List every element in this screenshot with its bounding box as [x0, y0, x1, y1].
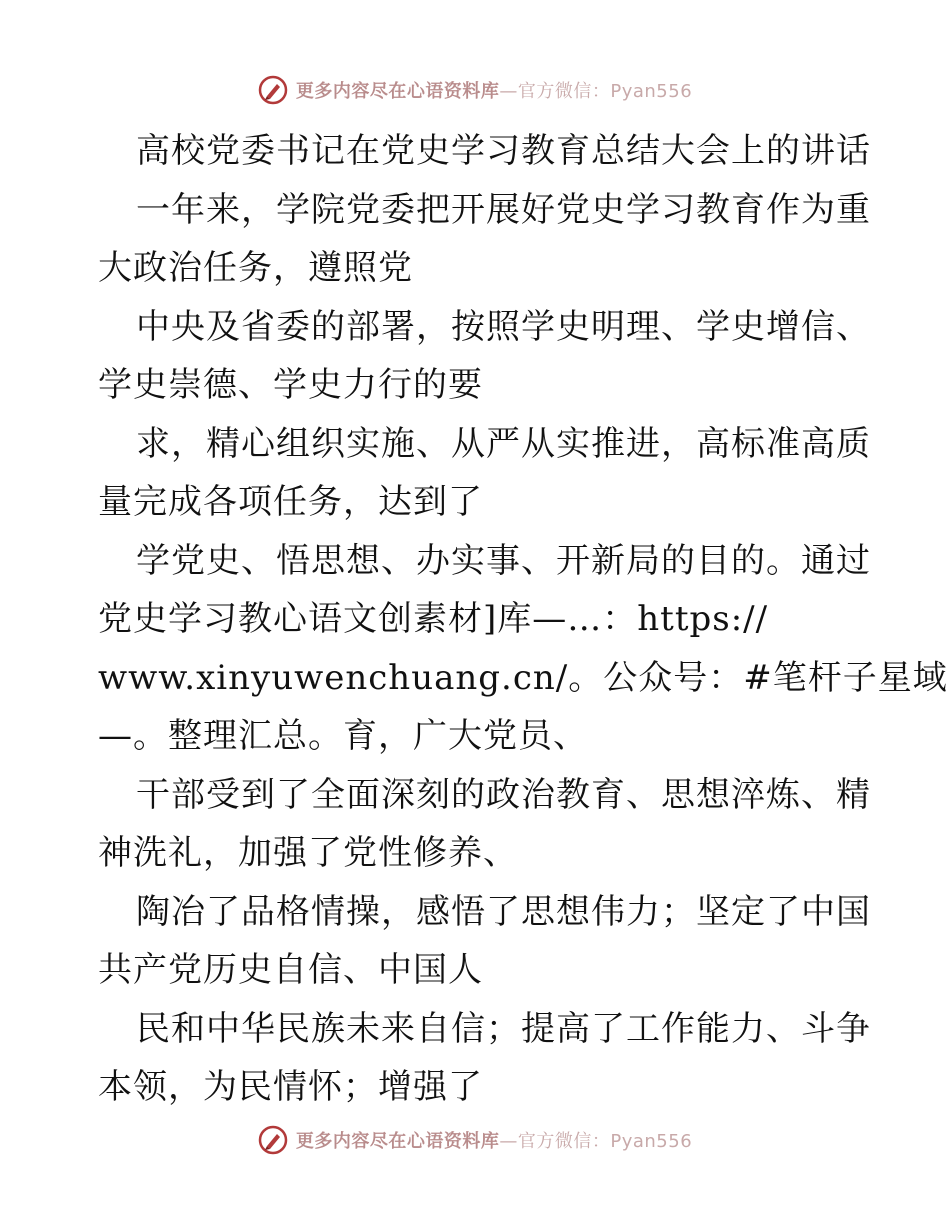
- header-banner-strong: 更多内容尽在心语资料库: [295, 81, 500, 102]
- paragraph-line: 求，精心组织实施、从严从实推进，高标准高质: [136, 423, 871, 464]
- paragraph-line: 学史崇德、学史力行的要: [98, 365, 483, 405]
- paragraph-line: 本领，为民情怀；增强了: [98, 1067, 483, 1107]
- header-banner-text: [296, 77, 692, 103]
- paragraph-line: 干部受到了全面深刻的政治教育、思想淬炼、精: [136, 774, 871, 815]
- footer-banner: [0, 1120, 950, 1160]
- footer-banner-rest: —官方微信：Pyan556: [499, 1131, 693, 1152]
- footer-banner-strong: 更多内容尽在心语资料库: [295, 1131, 500, 1152]
- paragraph-line: 共产党历史自信、中国人: [98, 950, 483, 990]
- document-body: [98, 122, 948, 1117]
- paragraph-line: 党史学习教心语文创素材]库—…：https://: [98, 599, 769, 639]
- paragraph-line: —。整理汇总。育，广大党员、: [98, 716, 588, 756]
- paragraph-line: 神洗礼，加强了党性修养、: [98, 833, 518, 873]
- paragraph-line: 一年来，学院党委把开展好党史学习教育作为重: [136, 189, 871, 230]
- paragraph-line: 量完成各项任务，达到了: [98, 482, 483, 522]
- header-banner-rest: —官方微信：Pyan556: [499, 81, 693, 102]
- pen-logo-icon: [258, 1125, 288, 1155]
- paragraph-line: 陶冶了品格情操，感悟了思想伟力；坚定了中国: [136, 891, 871, 932]
- paragraph-line: 民和中华民族未来自信；提高了工作能力、斗争: [136, 1008, 871, 1049]
- paragraph-line: 中央及省委的部署，按照学史明理、学史增信、: [136, 306, 871, 347]
- document-title: 高校党委书记在党史学习教育总结大会上的讲话: [136, 131, 871, 171]
- pen-logo-icon: [258, 75, 288, 105]
- paragraph-line: www.xinyuwenchuang.cn/。公众号：#笔杆子星域: [98, 657, 948, 698]
- footer-banner-text: [296, 1127, 692, 1153]
- header-banner: [0, 70, 950, 110]
- paragraph-line: 大政治任务，遵照党: [98, 248, 413, 288]
- paragraph-line: 学党史、悟思想、办实事、开新局的目的。通过: [136, 540, 871, 581]
